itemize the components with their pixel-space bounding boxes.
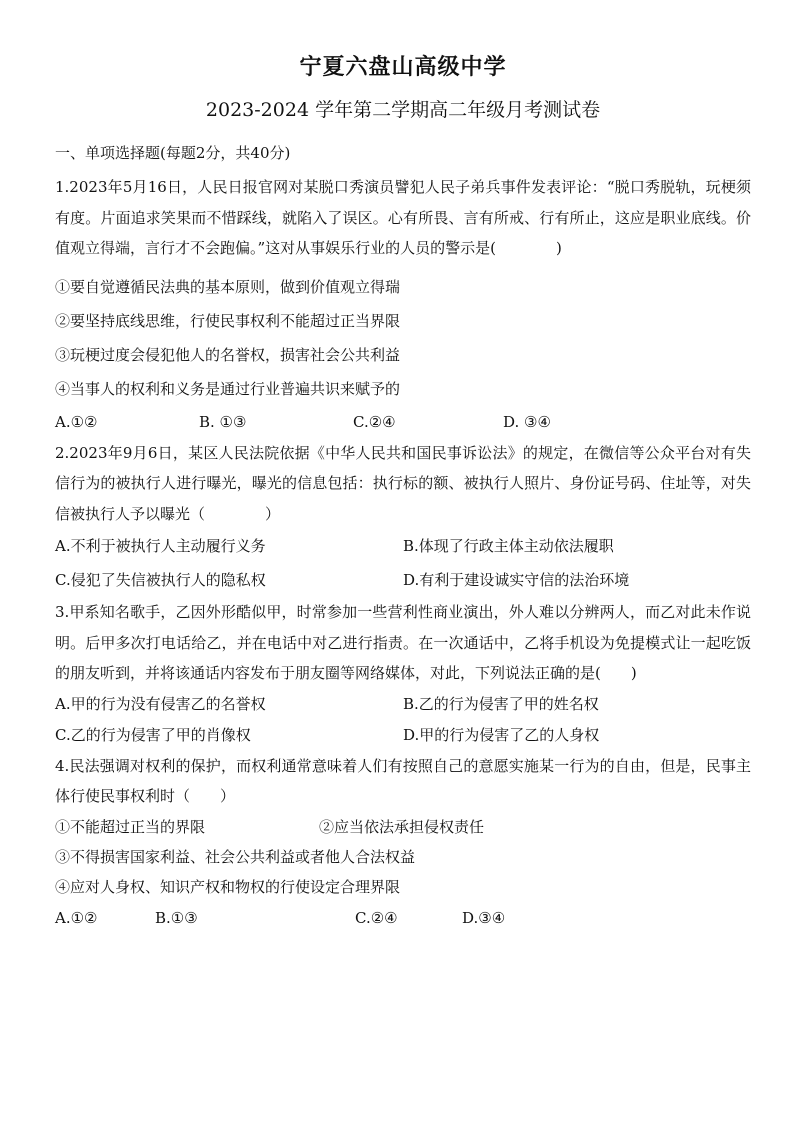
question-3-option-b[interactable]: B.乙的行为侵害了甲的姓名权 xyxy=(403,694,599,713)
question-4-item-2: ②应当依法承担侵权责任 xyxy=(319,817,485,836)
question-3-option-d[interactable]: D.甲的行为侵害了乙的人身权 xyxy=(403,725,600,744)
question-4-option-b[interactable]: B.①③ xyxy=(155,908,198,927)
question-4-stem: 4.民法强调对权利的保护，而权利通常意味着人们有按照自己的意愿实施某一行为的自由，但是，民事主体行使民事权利时（ ） xyxy=(55,756,751,805)
question-3 xyxy=(55,597,751,751)
question-4-item-4: ④应对人身权、知识产权和物权的行使设定合理界限 xyxy=(55,877,401,896)
question-1-item-4: ④当事人的权利和义务是通过行业普遍共识来赋予的 xyxy=(55,379,401,398)
question-1-option-d[interactable]: D. ③④ xyxy=(503,412,551,431)
question-2-option-b[interactable]: B.体现了行政主体主动依法履职 xyxy=(403,537,614,555)
question-1-options xyxy=(55,406,751,438)
question-2-options-row-2 xyxy=(55,563,751,597)
question-1-item-2: ②要坚持底线思维，行使民事权利不能超过正当界限 xyxy=(55,311,401,330)
question-4-item-1: ①不能超过正当的界限 xyxy=(55,817,206,836)
question-1-stem: 1.2023年5月16日，人民日报官网对某脱口秀演员譬犯人民子弟兵事件发表评论：“脱口秀脱轨，玩梗须有度。片面追求笑果而不惜踩线，就陷入了误区。心有所畏、言有所戒、行有所止，这应是职业底线。价值观立得端，言行才不会跑偏。”这对从事娱乐行业的人员的警示是( ) xyxy=(55,178,751,257)
question-3-options-row-1 xyxy=(55,689,751,720)
question-2-option-c[interactable]: C.侵犯了失信被执行人的隐私权 xyxy=(55,571,266,589)
section-heading: 一、单项选择题(每题2分，共40分) xyxy=(55,144,291,162)
question-1-option-a[interactable]: A.①② xyxy=(55,412,98,431)
question-1-item-1: ①要自觉遵循民法典的基本原则，做到价值观立得瑞 xyxy=(55,277,401,296)
question-3-stem: 3.甲系知名歌手，乙因外形酷似甲，时常参加一些营利性商业演出，外人难以分辨两人，而乙对此未作说明。后甲多次打电话给乙，并在电话中对乙进行指责。在一次通话中，乙将手机设为免提模式让一起吃饭的朋友听到，并将该通话内容发布于朋友圈等网络媒体，对此，下列说法正确的是( ) xyxy=(55,603,751,682)
question-1-item-3: ③玩梗过度会侵犯他人的名誉权，损害社会公共利益 xyxy=(55,345,401,364)
question-1-option-c[interactable]: C.②④ xyxy=(353,412,396,431)
exam-title: 2023-2024 学年第二学期高二年级月考测试卷 xyxy=(205,99,601,121)
question-3-option-c[interactable]: C.乙的行为侵害了甲的肖像权 xyxy=(55,725,251,744)
question-2-option-d[interactable]: D.有利于建设诚实守信的法治环境 xyxy=(403,571,630,589)
question-2-option-a[interactable]: A.不利于被执行人主动履行义务 xyxy=(55,537,266,555)
question-4-options xyxy=(55,902,751,934)
question-4-option-d[interactable]: D.③④ xyxy=(462,908,506,927)
question-4 xyxy=(55,751,751,934)
question-4-option-c[interactable]: C.②④ xyxy=(355,908,398,927)
question-1-option-b[interactable]: B. ①③ xyxy=(199,412,247,431)
question-4-items-row-1 xyxy=(55,812,751,842)
question-2-stem: 2.2023年9月6日，某区人民法院依据《中华人民共和国民事诉讼法》的规定，在微信等公众平台对有失信行为的被执行人进行曝光，曝光的信息包括：执行标的额、被执行人照片、身份证号码、住址等，对失信被执行人予以曝光（ ） xyxy=(55,443,751,523)
question-2-options-row-1 xyxy=(55,529,751,563)
question-4-option-a[interactable]: A.①② xyxy=(55,908,98,927)
school-title: 宁夏六盘山高级中学 xyxy=(299,54,507,80)
question-2 xyxy=(55,438,751,598)
question-4-item-3: ③不得损害国家利益、社会公共利益或者他人合法权益 xyxy=(55,847,416,866)
question-3-option-a[interactable]: A.甲的行为没有侵害乙的名誉权 xyxy=(55,694,266,713)
question-3-options-row-2 xyxy=(55,720,751,751)
question-1 xyxy=(55,172,751,438)
